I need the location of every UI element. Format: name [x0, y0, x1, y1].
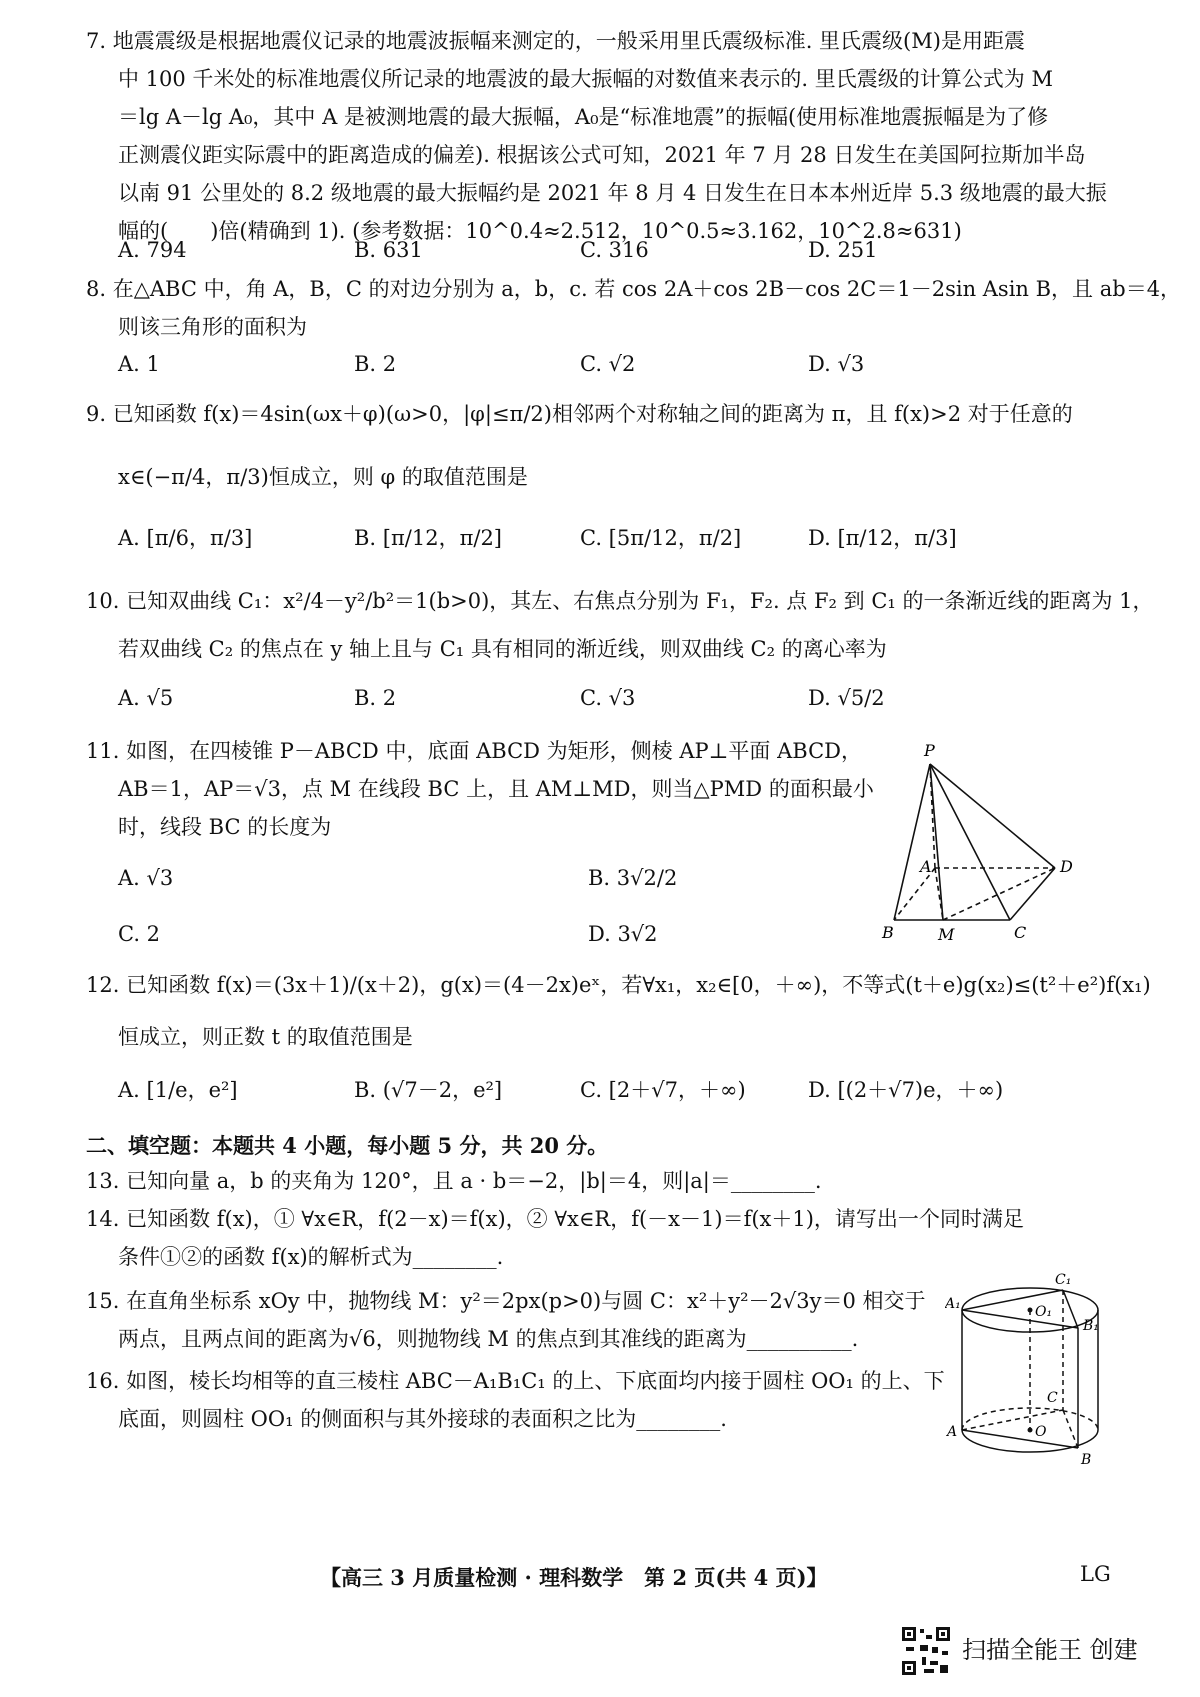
label-m: M	[938, 925, 955, 944]
q10-option-d[interactable]: D. √5/2	[808, 686, 885, 710]
q12-line: 12. 已知函数 f(x)＝(3x＋1)/(x＋2)，g(x)＝(4－2x)eˣ，若∀x₁，x₂∈[0，＋∞)，不等式(t＋e)g(x₂)≤(t²＋e²)f(x₁)	[86, 973, 1151, 997]
q10-option-b[interactable]: B. 2	[354, 686, 397, 710]
q11-option-d[interactable]: D. 3√2	[588, 922, 658, 946]
q7-line: 中 100 千米处的标准地震仪所记录的地震波的最大振幅的对数值来表示的. 里氏震级的计算公式为 M	[118, 67, 1053, 91]
q12-option-b[interactable]: B. (√7－2，e²]	[354, 1078, 503, 1102]
q9-line: 9. 已知函数 f(x)＝4sin(ωx＋φ)(ω>0，|φ|≤π/2)相邻两个对称轴之间的距离为 π，且 f(x)>2 对于任意的	[86, 402, 1073, 426]
q11-option-a[interactable]: A. √3	[118, 866, 174, 890]
question-11	[86, 732, 874, 846]
question-7	[86, 22, 1116, 250]
q15-line: 15. 在直角坐标系 xOy 中，抛物线 M：y²＝2px(p>0)与圆 C：x²＋y²－2√3y＝0 相交于	[86, 1289, 926, 1313]
question-12-cont	[86, 1018, 1116, 1056]
q7-line: 正测震仪距实际震中的距离造成的偏差). 根据该公式可知，2021 年 7 月 28 日发生在美国阿拉斯加半岛	[118, 143, 1086, 167]
question-9	[86, 395, 1116, 433]
q11-line: AB＝1，AP＝√3，点 M 在线段 BC 上，且 AM⊥MD，则当△PMD 的面积最小	[118, 777, 874, 801]
q7-option-a[interactable]: A. 794	[118, 238, 187, 262]
center-o1-dot	[1028, 1308, 1033, 1313]
center-o-dot	[1028, 1428, 1033, 1433]
q8-option-b[interactable]: B. 2	[354, 352, 397, 376]
question-14	[86, 1200, 1116, 1276]
q14-line: 条件①②的函数 f(x)的解析式为________.	[118, 1245, 504, 1269]
q12-option-d[interactable]: D. [(2＋√7)e，＋∞)	[808, 1078, 1004, 1102]
q13-line: 13. 已知向量 a，b 的夹角为 120°，且 a · b＝−2，|b|＝4，则|a|＝________.	[86, 1169, 822, 1193]
q11-options-row1	[118, 866, 818, 906]
q9-option-c[interactable]: C. [5π/12，π/2]	[580, 526, 742, 550]
q9-line: x∈(−π/4，π/3)恒成立，则 φ 的取值范围是	[118, 465, 528, 489]
label-b: B	[1081, 1452, 1092, 1468]
label-c1: C₁	[1055, 1272, 1072, 1288]
section-2-heading: 二、填空题：本题共 4 小题，每小题 5 分，共 20 分。	[86, 1133, 609, 1158]
question-10	[86, 582, 1154, 620]
label-b1: B₁	[1083, 1318, 1099, 1334]
q8-options	[118, 352, 1118, 392]
label-a1: A₁	[945, 1296, 961, 1312]
q7-line: 7. 地震震级是根据地震仪记录的地震波振幅来测定的，一般采用里氏震级标准. 里氏震级(M)是用距震	[86, 29, 1025, 53]
q9-option-d[interactable]: D. [π/12，π/3]	[808, 526, 957, 550]
q11-option-b[interactable]: B. 3√2/2	[588, 866, 678, 890]
q7-option-c[interactable]: C. 316	[580, 238, 649, 262]
q10-options	[118, 686, 1118, 726]
q9-option-a[interactable]: A. [π/6，π/3]	[118, 526, 253, 550]
q10-line: 10. 已知双曲线 C₁：x²/4－y²/b²＝1(b>0)，其左、右焦点分别为 F₁，F₂. 点 F₂ 到 C₁ 的一条渐近线的距离为 1，	[86, 589, 1154, 613]
q10-option-a[interactable]: A. √5	[118, 686, 174, 710]
q7-line: 以南 91 公里处的 8.2 级地震的最大振幅约是 2021 年 8 月 4 日发生在日本本州近岸 5.3 级地震的最大振	[118, 181, 1107, 205]
scanner-watermark: 扫描全能王 创建	[962, 1636, 1138, 1664]
q16-line: 16. 如图，棱长均相等的直三棱柱 ABC－A₁B₁C₁ 的上、下底面均内接于圆柱 OO₁ 的上、下	[86, 1369, 945, 1393]
q9-options	[118, 522, 1118, 562]
q11-option-c[interactable]: C. 2	[118, 922, 161, 946]
label-a: A	[947, 1424, 958, 1440]
q11-options-row2	[118, 922, 818, 962]
label-b: B	[882, 923, 894, 942]
question-10-cont	[86, 630, 1116, 668]
question-12	[86, 966, 1151, 1004]
q8-option-c[interactable]: C. √2	[580, 352, 636, 376]
question-16	[86, 1362, 945, 1438]
question-13	[86, 1162, 1116, 1200]
q12-option-c[interactable]: C. [2＋√7，＋∞)	[580, 1078, 746, 1102]
label-o1: O₁	[1035, 1304, 1053, 1320]
pyramid-figure	[880, 740, 1120, 970]
question-8	[86, 270, 1182, 346]
q8-line: 则该三角形的面积为	[118, 315, 307, 339]
label-c: C	[1047, 1390, 1058, 1406]
q10-option-c[interactable]: C. √3	[580, 686, 636, 710]
footer-code: LG	[1080, 1562, 1111, 1586]
cylinder-figure	[945, 1270, 1125, 1470]
label-c: C	[1014, 923, 1027, 942]
q12-line: 恒成立，则正数 t 的取值范围是	[118, 1025, 413, 1049]
q11-line: 时，线段 BC 的长度为	[118, 815, 332, 839]
label-d: D	[1060, 857, 1073, 876]
q12-option-a[interactable]: A. [1/e，e²]	[118, 1078, 238, 1102]
q8-option-d[interactable]: D. √3	[808, 352, 865, 376]
q9-option-b[interactable]: B. [π/12，π/2]	[354, 526, 503, 550]
question-15	[86, 1282, 926, 1358]
q7-line: 幅的( )倍(精确到 1). (参考数据：10^0.4≈2.512，10^0.5≈3.162，10^2.8≈631)	[118, 219, 962, 243]
q16-line: 底面，则圆柱 OO₁ 的侧面积与其外接球的表面积之比为________.	[118, 1407, 727, 1431]
label-o: O	[1035, 1424, 1047, 1440]
qr-code-icon	[900, 1625, 952, 1677]
q8-option-a[interactable]: A. 1	[118, 352, 160, 376]
q7-option-d[interactable]: D. 251	[808, 238, 878, 262]
q12-options	[118, 1074, 1118, 1114]
question-9-cont	[86, 458, 1116, 496]
page-footer: 【高三 3 月质量检测 · 理科数学 第 2 页(共 4 页)】	[320, 1565, 828, 1590]
label-a: A	[920, 857, 932, 876]
q8-line: 8. 在△ABC 中，角 A，B，C 的对边分别为 a，b，c. 若 cos 2A＋cos 2B－cos 2C＝1－2sin Asin B，且 ab＝4，	[86, 277, 1182, 301]
label-p: P	[924, 741, 935, 760]
q7-line: ＝lg A－lg A₀，其中 A 是被测地震的最大振幅，A₀是“标准地震”的振幅(使用标准地震振幅是为了修	[118, 105, 1049, 129]
q14-line: 14. 已知函数 f(x)，① ∀x∈R，f(2－x)＝f(x)，② ∀x∈R，f(－x－1)＝f(x＋1)，请写出一个同时满足	[86, 1207, 1024, 1231]
q11-line: 11. 如图，在四棱锥 P－ABCD 中，底面 ABCD 为矩形，侧棱 AP⊥平面 ABCD，	[86, 739, 862, 763]
q7-option-b[interactable]: B. 631	[354, 238, 423, 262]
q15-line: 两点，且两点间的距离为√6，则抛物线 M 的焦点到其准线的距离为__________.	[118, 1327, 859, 1351]
q10-line: 若双曲线 C₂ 的焦点在 y 轴上且与 C₁ 具有相同的渐近线，则双曲线 C₂ 的离心率为	[118, 637, 887, 661]
